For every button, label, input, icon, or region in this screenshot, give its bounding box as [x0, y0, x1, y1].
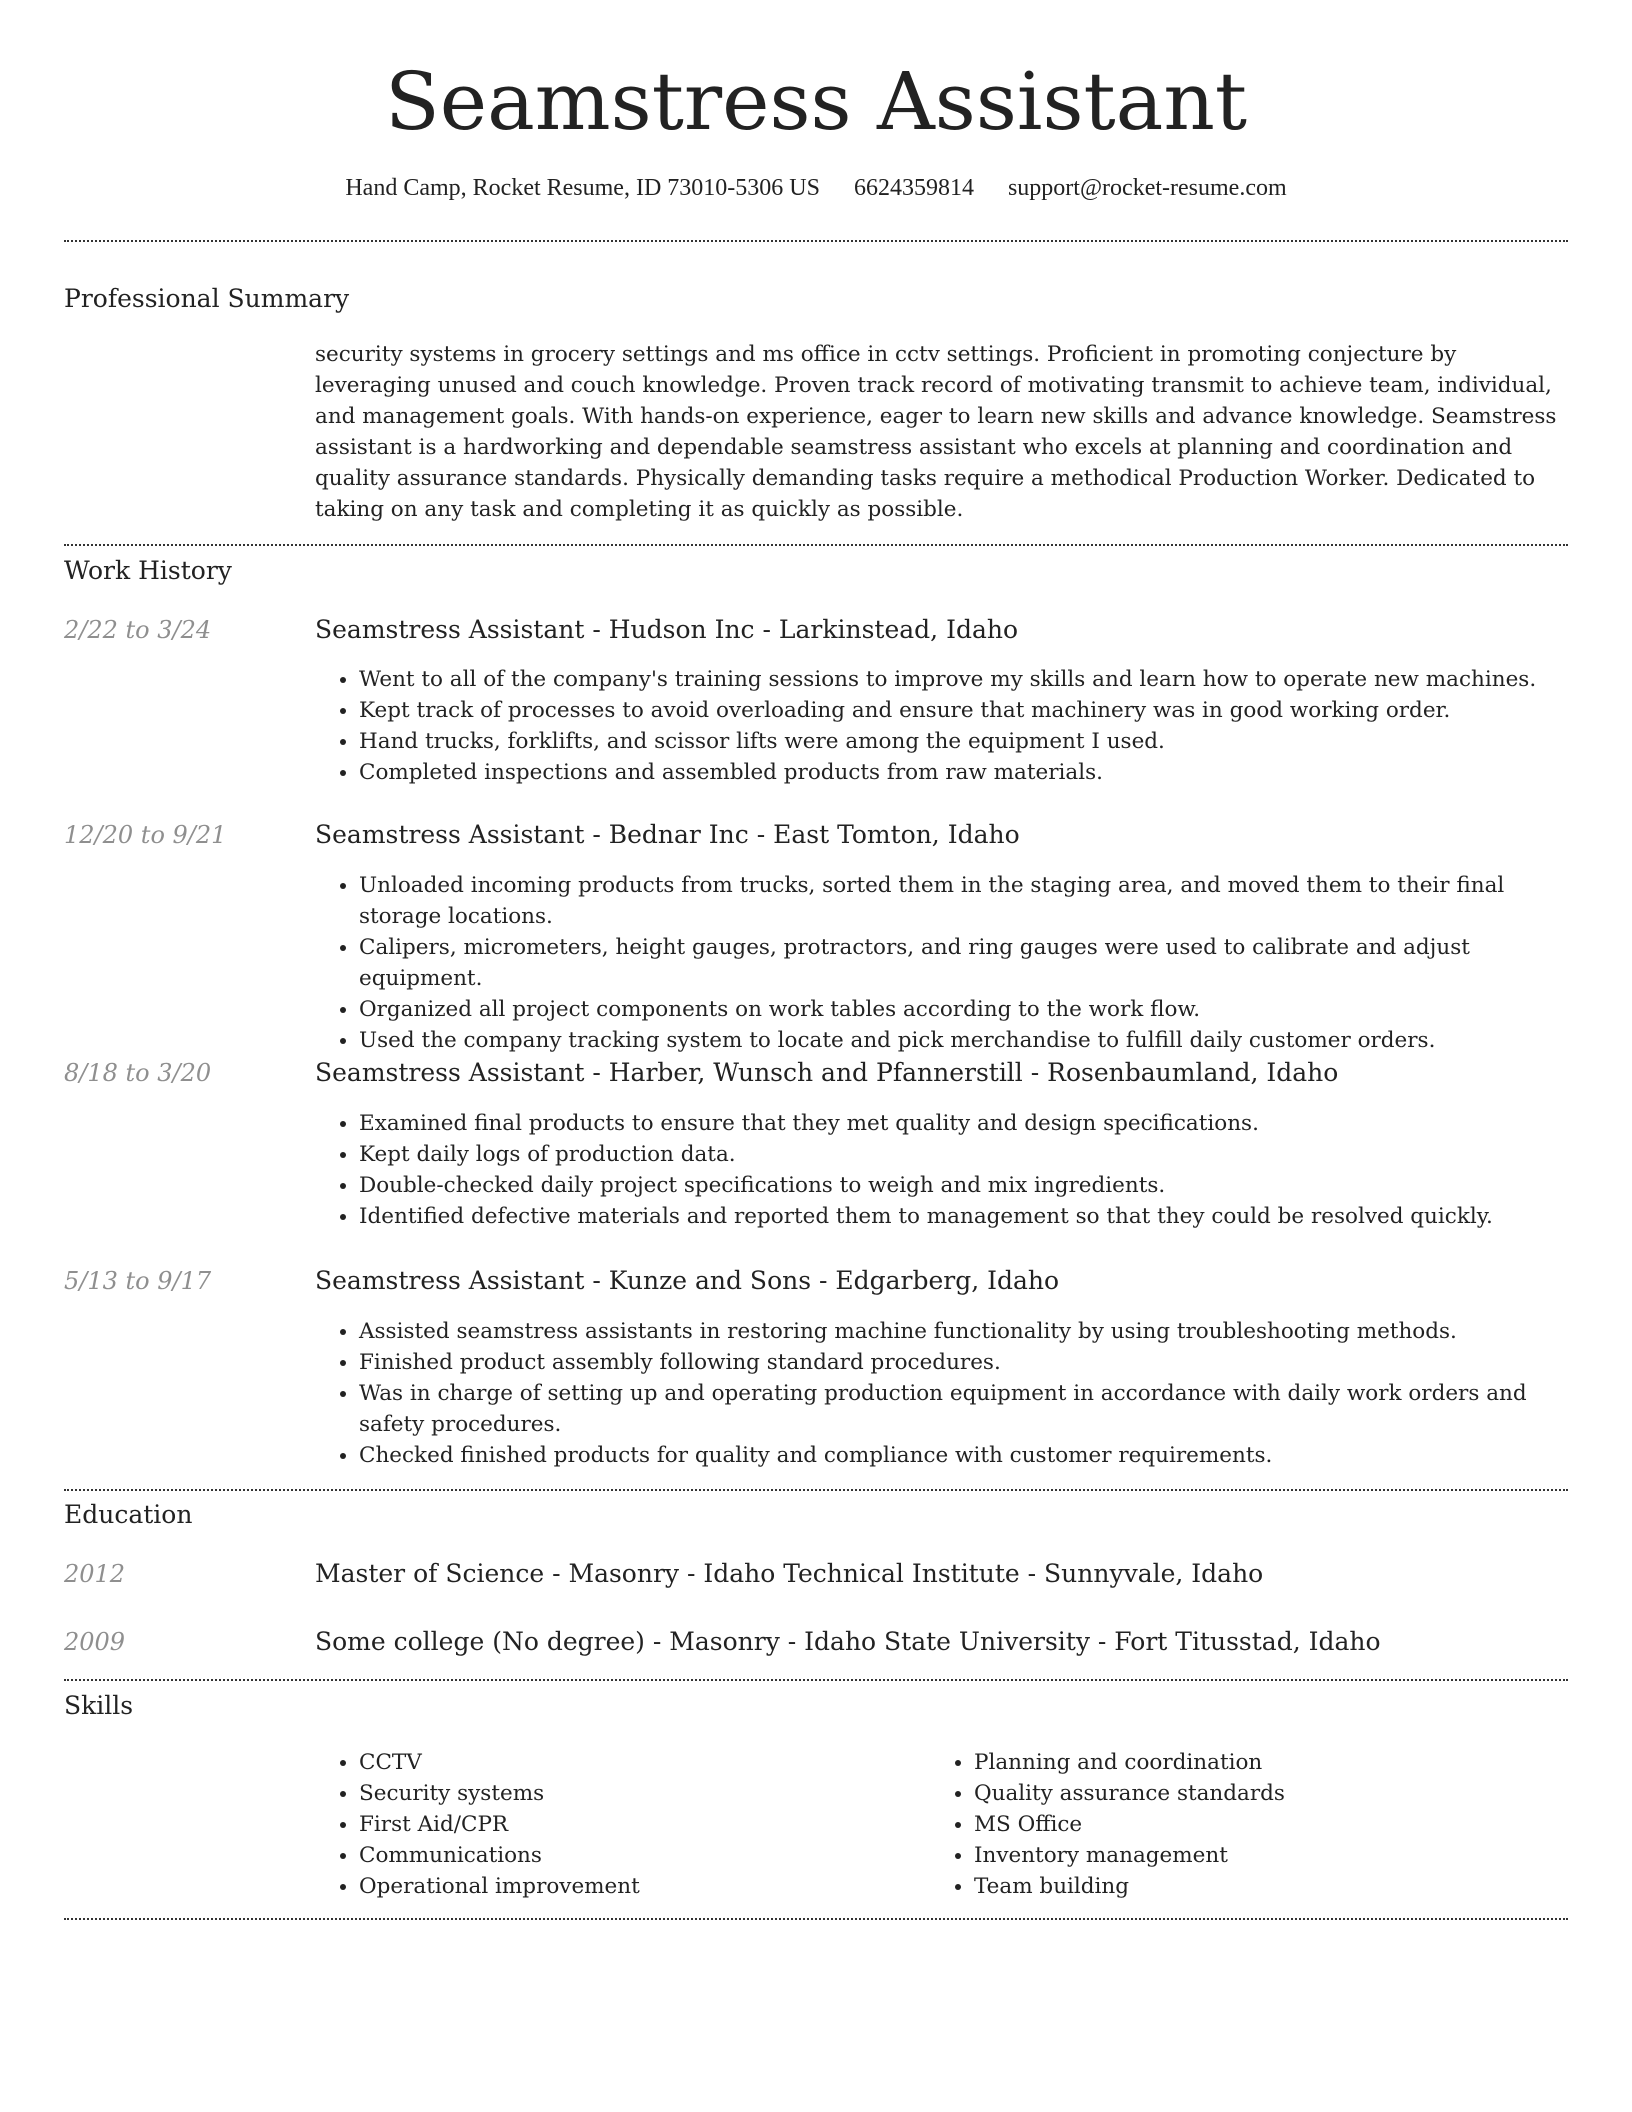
job-title: Seamstress Assistant - Harber, Wunsch and Pfannerstill - Rosenbaumland, Idaho [315, 1058, 1339, 1087]
job-duty: • Was in charge of setting up and operating production equipment in accordance with daily work orders and safety procedures. [359, 1378, 1579, 1440]
skill-item: • CCTV [359, 1747, 919, 1778]
job-duty: • Double-checked daily project specifications to weigh and mix ingredients. [359, 1170, 1579, 1201]
education-title: Some college (No degree) - Masonry - Idaho State University - Fort Titusstad, Idaho [315, 1627, 1381, 1656]
summary-heading: Professional Summary [64, 284, 350, 313]
job-date: 8/18 to 3/20 [64, 1059, 212, 1087]
job-date: 2/22 to 3/24 [64, 616, 212, 644]
skill-item: • Security systems [359, 1778, 919, 1809]
job-title: Seamstress Assistant - Kunze and Sons - Edgarberg, Idaho [315, 1266, 1060, 1295]
education-date: 2012 [64, 1560, 126, 1588]
education-date: 2009 [64, 1628, 126, 1656]
candidate-name: Seamstress Assistant [384, 55, 1248, 148]
skill-item: • MS Office [974, 1809, 1574, 1840]
job-duty: • Kept track of processes to avoid overloading and ensure that machinery was in good working order. [359, 695, 1579, 726]
work-history-heading: Work History [64, 556, 232, 585]
job-duty: • Assisted seamstress assistants in restoring machine functionality by using troubleshooting methods. [359, 1316, 1579, 1347]
skills-heading: Skills [64, 1691, 134, 1720]
job-duty: • Unloaded incoming products from trucks, sorted them in the staging area, and moved them to their final storage locations. [359, 870, 1579, 932]
job-duty: • Kept daily logs of production data. [359, 1139, 1579, 1170]
job-duty: • Identified defective materials and reported them to management so that they could be resolved quickly. [359, 1201, 1579, 1232]
job-duty: • Checked finished products for quality and compliance with customer requirements. [359, 1440, 1579, 1471]
job-duties [315, 1108, 1579, 1232]
contact-address: Hand Camp, Rocket Resume, ID 73010-5306 US [345, 175, 820, 201]
job-duty: • Finished product assembly following standard procedures. [359, 1347, 1579, 1378]
section-divider [64, 1918, 1568, 1920]
contact-email: support@rocket-resume.com [1007, 175, 1287, 201]
section-divider [64, 544, 1568, 546]
skill-item: • Quality assurance standards [974, 1778, 1574, 1809]
skill-item: • Planning and coordination [974, 1747, 1574, 1778]
job-duty: • Examined final products to ensure that they met quality and design specifications. [359, 1108, 1579, 1139]
contact-line [64, 170, 1568, 206]
job-duty: • Completed inspections and assembled products from raw materials. [359, 757, 1579, 788]
job-title: Seamstress Assistant - Hudson Inc - Larkinstead, Idaho [315, 615, 1019, 644]
job-date: 5/13 to 9/17 [64, 1267, 212, 1295]
skills-list-right [930, 1747, 1574, 1902]
job-duty: • Went to all of the company's training sessions to improve my skills and learn how to operate new machines. [359, 664, 1579, 695]
education-title: Master of Science - Masonry - Idaho Technical Institute - Sunnyvale, Idaho [315, 1559, 1264, 1588]
section-divider [64, 1489, 1568, 1491]
education-heading: Education [64, 1500, 193, 1529]
job-duty: • Calipers, micrometers, height gauges, protractors, and ring gauges were used to calibrate and adjust equipment. [359, 932, 1579, 994]
section-divider [64, 1679, 1568, 1681]
contact-phone: 6624359814 [853, 175, 974, 201]
job-duty: • Used the company tracking system to locate and pick merchandise to fulfill daily customer orders. [359, 1025, 1579, 1056]
job-duties [315, 1316, 1579, 1471]
job-date: 12/20 to 9/21 [64, 821, 227, 849]
job-duties [315, 664, 1579, 788]
skill-item: • Communications [359, 1840, 919, 1871]
job-duties [315, 870, 1579, 1056]
skill-item: • Team building [974, 1871, 1574, 1902]
job-duty: • Hand trucks, forklifts, and scissor lifts were among the equipment I used. [359, 726, 1579, 757]
skill-item: • Inventory management [974, 1840, 1574, 1871]
job-duty: • Organized all project components on work tables according to the work flow. [359, 994, 1579, 1025]
skills-list-left [315, 1747, 919, 1902]
job-title: Seamstress Assistant - Bednar Inc - East Tomton, Idaho [315, 820, 1020, 849]
summary-text: security systems in grocery settings and ms office in cctv settings. Proficient in promoting conjecture by leveraging unused and couch knowledge. Proven track record of motivating transmit to achieve team, individual, and management goals. With hands-on experience, eager to learn new skills and advance knowledge. Seamstress assistant is a hardworking and dependable seamstress assistant who excels at planning and coordination and quality assurance standards. Physically demanding tasks require a methodical Production Worker. Dedicated to taking on any task and completing it as quickly as possible. [315, 342, 1557, 522]
skill-item: • Operational improvement [359, 1871, 919, 1902]
skill-item: • First Aid/CPR [359, 1809, 919, 1840]
section-divider [64, 240, 1568, 242]
